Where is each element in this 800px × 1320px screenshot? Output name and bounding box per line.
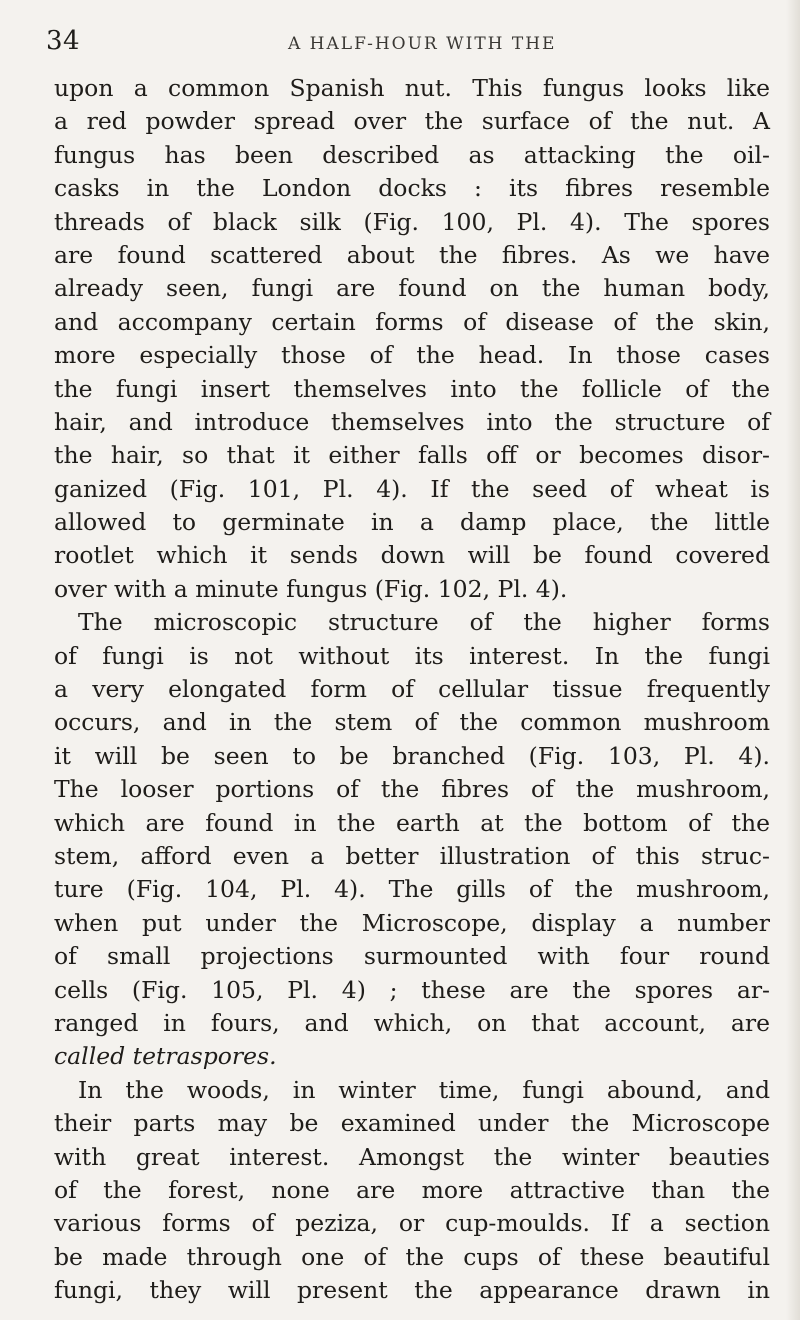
text-line: with great interest. Amongst the winter beauties [54, 1142, 770, 1171]
running-head [0, 26, 800, 66]
text-line: are found scattered about the fibres. As we have [54, 240, 770, 269]
text-line: a very elongated form of cellular tissue frequently [54, 675, 770, 704]
text-line: of the forest, none are more attractive than the [54, 1175, 770, 1204]
text-line: be made through one of the cups of these beautiful [54, 1242, 770, 1271]
text-line: the hair, so that it either falls off or becomes disor- [54, 441, 770, 470]
text-line: ture (Fig. 104, Pl. 4). The gills of the mushroom, [54, 875, 770, 904]
text-line: In the woods, in winter time, fungi abound, and [78, 1075, 770, 1104]
text-line: the fungi insert themselves into the follicle of the [54, 374, 770, 403]
text-line: it will be seen to be branched (Fig. 103, Pl. 4). [54, 741, 770, 770]
text-line: already seen, fungi are found on the human body, [54, 274, 770, 303]
text-line: called tetraspores. [54, 1042, 277, 1071]
text-line: The looser portions of the fibres of the mushroom, [54, 775, 770, 804]
text-line: rootlet which it sends down will be found covered [54, 541, 770, 570]
text-line: when put under the Microscope, display a number [54, 908, 770, 937]
text-line: allowed to germinate in a damp place, the little [54, 508, 770, 537]
text-line: which are found in the earth at the bottom of the [54, 808, 770, 837]
text-line: stem, afford even a better illustration of this struc- [54, 841, 770, 870]
text-line: of small projections surmounted with four round [54, 942, 770, 971]
text-line: over with a minute fungus (Fig. 102, Pl. 4). [54, 574, 568, 603]
text-line: hair, and introduce themselves into the structure of [54, 407, 770, 436]
text-line: ranged in fours, and which, on that account, are [54, 1008, 770, 1037]
body-text [54, 72, 770, 1307]
text-line: more especially those of the head. In those cases [54, 341, 770, 370]
text-line: of fungi is not without its interest. In the fungi [54, 641, 770, 670]
text-line: upon a common Spanish nut. This fungus looks like [54, 74, 770, 102]
text-line: occurs, and in the stem of the common mushroom [54, 708, 770, 737]
page-edge-shadow [786, 0, 800, 1320]
text-line: and accompany certain forms of disease of the skin, [54, 307, 770, 336]
text-line: threads of black silk (Fig. 100, Pl. 4). The spores [54, 207, 770, 236]
text-line: fungus has been described as attacking the oil- [54, 140, 770, 169]
text-line: various forms of peziza, or cup-moulds. If a section [54, 1209, 770, 1238]
text-line: ganized (Fig. 101, Pl. 4). If the seed of wheat is [54, 474, 770, 503]
text-line: a red powder spread over the surface of the nut. A [54, 107, 770, 136]
text-line: cells (Fig. 105, Pl. 4) ; these are the spores ar- [54, 975, 770, 1004]
running-title: A HALF-HOUR WITH THE [288, 34, 557, 54]
text-line: their parts may be examined under the Microscope [54, 1109, 770, 1138]
text-line: The microscopic structure of the higher forms [78, 608, 770, 637]
text-line: casks in the London docks : its fibres resemble [54, 174, 770, 203]
page-number: 34 [46, 26, 81, 56]
text-line: fungi, they will present the appearance drawn in [54, 1276, 770, 1305]
